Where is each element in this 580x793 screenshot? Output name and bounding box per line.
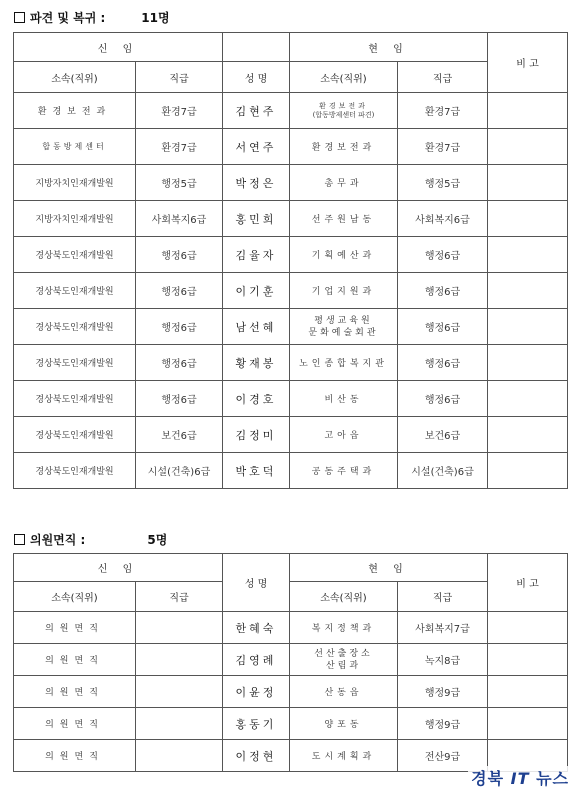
note-cell xyxy=(488,417,568,453)
name-cell: 서연주 xyxy=(223,129,290,165)
to-grade-cell: 보건6급 xyxy=(398,417,488,453)
from-grade-cell: 행정6급 xyxy=(136,345,223,381)
from-org-cell: 의원면직 xyxy=(14,708,136,740)
to-org-cell: 양포동 xyxy=(290,708,398,740)
section-title-dispatch xyxy=(14,9,170,26)
name-cell: 김현주 xyxy=(223,93,290,129)
from-grade-cell xyxy=(136,740,223,772)
from-org-cell: 경상북도인재개발원 xyxy=(14,345,136,381)
name-cell: 남선혜 xyxy=(223,309,290,345)
from-grade-cell: 환경7급 xyxy=(136,93,223,129)
to-grade-cell: 녹지8급 xyxy=(398,644,488,676)
dispatch-table xyxy=(13,32,568,489)
logo-suffix: 뉴스 xyxy=(536,769,569,788)
logo-prefix: 경북 xyxy=(471,769,505,788)
header-note: 비 고 xyxy=(488,33,568,93)
to-grade-cell: 행정6급 xyxy=(398,309,488,345)
to-grade-cell: 사회복지7급 xyxy=(398,612,488,644)
from-org-cell: 경상북도인재개발원 xyxy=(14,237,136,273)
note-cell xyxy=(488,708,568,740)
news-logo xyxy=(468,766,572,789)
to-grade-cell: 환경7급 xyxy=(398,129,488,165)
header-grade: 직급 xyxy=(136,582,223,612)
note-cell xyxy=(488,309,568,345)
section-count: 5명 xyxy=(147,533,168,547)
table-row xyxy=(14,644,568,676)
from-org-cell: 의원면직 xyxy=(14,676,136,708)
resignation-table xyxy=(13,553,568,772)
to-org-cell: 총무과 xyxy=(290,165,398,201)
section-count: 11명 xyxy=(141,11,170,25)
note-cell xyxy=(488,93,568,129)
from-org-cell: 환경보전과 xyxy=(14,93,136,129)
to-org-line: 평생교육원 xyxy=(314,315,373,326)
to-grade-cell: 행정6급 xyxy=(398,237,488,273)
from-grade-cell: 행정6급 xyxy=(136,273,223,309)
to-grade-cell: 전산9급 xyxy=(398,740,488,772)
to-grade-cell: 행정9급 xyxy=(398,676,488,708)
to-org-line: 환경보전과 xyxy=(319,101,368,110)
to-org-subline: 문화예술회관 xyxy=(308,327,379,338)
header-org: 소속(직위) xyxy=(290,582,398,612)
from-org-cell: 의원면직 xyxy=(14,644,136,676)
table-row xyxy=(14,453,568,489)
from-grade-cell xyxy=(136,612,223,644)
name-cell: 이정현 xyxy=(223,740,290,772)
note-cell xyxy=(488,165,568,201)
table-row xyxy=(14,612,568,644)
section-title-resignation xyxy=(14,531,167,548)
to-org-subline: 산림과 xyxy=(325,660,362,671)
from-grade-cell: 행정6급 xyxy=(136,309,223,345)
table-row xyxy=(14,309,568,345)
to-org-cell xyxy=(290,93,398,129)
from-grade-cell xyxy=(136,708,223,740)
to-org-cell xyxy=(290,644,398,676)
from-grade-cell: 행정5급 xyxy=(136,165,223,201)
from-org-cell: 의원면직 xyxy=(14,612,136,644)
to-grade-cell: 사회복지6급 xyxy=(398,201,488,237)
checkbox-square-icon xyxy=(14,534,25,545)
checkbox-square-icon xyxy=(14,12,25,23)
name-cell: 이기훈 xyxy=(223,273,290,309)
to-org-cell: 선주원남동 xyxy=(290,201,398,237)
note-cell xyxy=(488,453,568,489)
to-org-cell: 복지정책과 xyxy=(290,612,398,644)
to-org-cell xyxy=(290,309,398,345)
to-org-cell: 기획예산과 xyxy=(290,237,398,273)
table-row xyxy=(14,345,568,381)
to-org-cell: 공동주택과 xyxy=(290,453,398,489)
note-cell xyxy=(488,237,568,273)
table-row xyxy=(14,129,568,165)
to-grade-cell: 행정6급 xyxy=(398,345,488,381)
from-grade-cell: 행정6급 xyxy=(136,381,223,417)
header-new-assignment: 신 임 xyxy=(14,33,223,62)
section-title-label: 의원면직 : xyxy=(30,533,86,547)
name-cell: 홍민희 xyxy=(223,201,290,237)
name-cell: 김율자 xyxy=(223,237,290,273)
header-grade: 직급 xyxy=(398,62,488,93)
table-row xyxy=(14,273,568,309)
to-org-cell: 비산동 xyxy=(290,381,398,417)
to-org-line: 선산출장소 xyxy=(314,648,373,659)
from-grade-cell xyxy=(136,644,223,676)
from-grade-cell: 사회복지6급 xyxy=(136,201,223,237)
from-org-cell: 합동방제센터 xyxy=(14,129,136,165)
to-org-cell: 도시계획과 xyxy=(290,740,398,772)
note-cell xyxy=(488,676,568,708)
name-cell: 홍동기 xyxy=(223,708,290,740)
to-grade-cell: 시설(건축)6급 xyxy=(398,453,488,489)
from-grade-cell: 행정6급 xyxy=(136,237,223,273)
header-current-assignment: 현 임 xyxy=(290,554,488,582)
to-grade-cell: 행정9급 xyxy=(398,708,488,740)
table-row xyxy=(14,676,568,708)
name-cell: 황재봉 xyxy=(223,345,290,381)
table-row xyxy=(14,708,568,740)
note-cell xyxy=(488,612,568,644)
logo-it: IT xyxy=(510,769,530,788)
note-cell xyxy=(488,273,568,309)
to-org-cell: 기업지원과 xyxy=(290,273,398,309)
to-org-cell: 노인종합복지관 xyxy=(290,345,398,381)
dispatch-table-body xyxy=(14,93,568,489)
to-grade-cell: 행정6급 xyxy=(398,381,488,417)
from-grade-cell xyxy=(136,676,223,708)
from-org-cell: 경상북도인재개발원 xyxy=(14,273,136,309)
header-org: 소속(직위) xyxy=(14,582,136,612)
from-grade-cell: 보건6급 xyxy=(136,417,223,453)
note-cell xyxy=(488,345,568,381)
to-grade-cell: 행정6급 xyxy=(398,273,488,309)
name-cell: 박호덕 xyxy=(223,453,290,489)
from-org-cell: 경상북도인재개발원 xyxy=(14,417,136,453)
header-grade: 직급 xyxy=(398,582,488,612)
table-row xyxy=(14,381,568,417)
from-org-cell: 경상북도인재개발원 xyxy=(14,381,136,417)
header-org: 소속(직위) xyxy=(290,62,398,93)
table-row xyxy=(14,93,568,129)
table-row xyxy=(14,417,568,453)
note-cell xyxy=(488,129,568,165)
to-org-cell: 환경보전과 xyxy=(290,129,398,165)
to-org-cell: 고아읍 xyxy=(290,417,398,453)
name-cell: 한혜숙 xyxy=(223,612,290,644)
from-org-cell: 지방자치인재개발원 xyxy=(14,165,136,201)
from-org-cell: 경상북도인재개발원 xyxy=(14,453,136,489)
header-note: 비 고 xyxy=(488,554,568,612)
name-cell: 김정미 xyxy=(223,417,290,453)
resignation-table-body xyxy=(14,612,568,772)
from-org-cell: 경상북도인재개발원 xyxy=(14,309,136,345)
from-org-cell: 의원면직 xyxy=(14,740,136,772)
header-name: 성 명 xyxy=(223,554,290,612)
note-cell xyxy=(488,381,568,417)
note-cell xyxy=(488,201,568,237)
from-grade-cell: 시설(건축)6급 xyxy=(136,453,223,489)
section-title-label: 파견 및 복귀 : xyxy=(30,11,106,25)
name-cell: 박정은 xyxy=(223,165,290,201)
header-current-assignment: 현 임 xyxy=(290,33,488,62)
name-cell: 이경호 xyxy=(223,381,290,417)
name-cell: 김영례 xyxy=(223,644,290,676)
to-grade-cell: 행정5급 xyxy=(398,165,488,201)
header-grade: 직급 xyxy=(136,62,223,93)
to-org-cell: 산동읍 xyxy=(290,676,398,708)
to-org-subline: (합동방제센터 파견) xyxy=(312,110,375,119)
note-cell xyxy=(488,644,568,676)
to-grade-cell: 환경7급 xyxy=(398,93,488,129)
from-grade-cell: 환경7급 xyxy=(136,129,223,165)
header-empty xyxy=(223,33,290,62)
table-row xyxy=(14,237,568,273)
from-org-cell: 지방자치인재개발원 xyxy=(14,201,136,237)
header-name: 성 명 xyxy=(223,62,290,93)
header-org: 소속(직위) xyxy=(14,62,136,93)
name-cell: 이윤정 xyxy=(223,676,290,708)
table-row xyxy=(14,165,568,201)
header-new-assignment: 신 임 xyxy=(14,554,223,582)
table-row xyxy=(14,201,568,237)
